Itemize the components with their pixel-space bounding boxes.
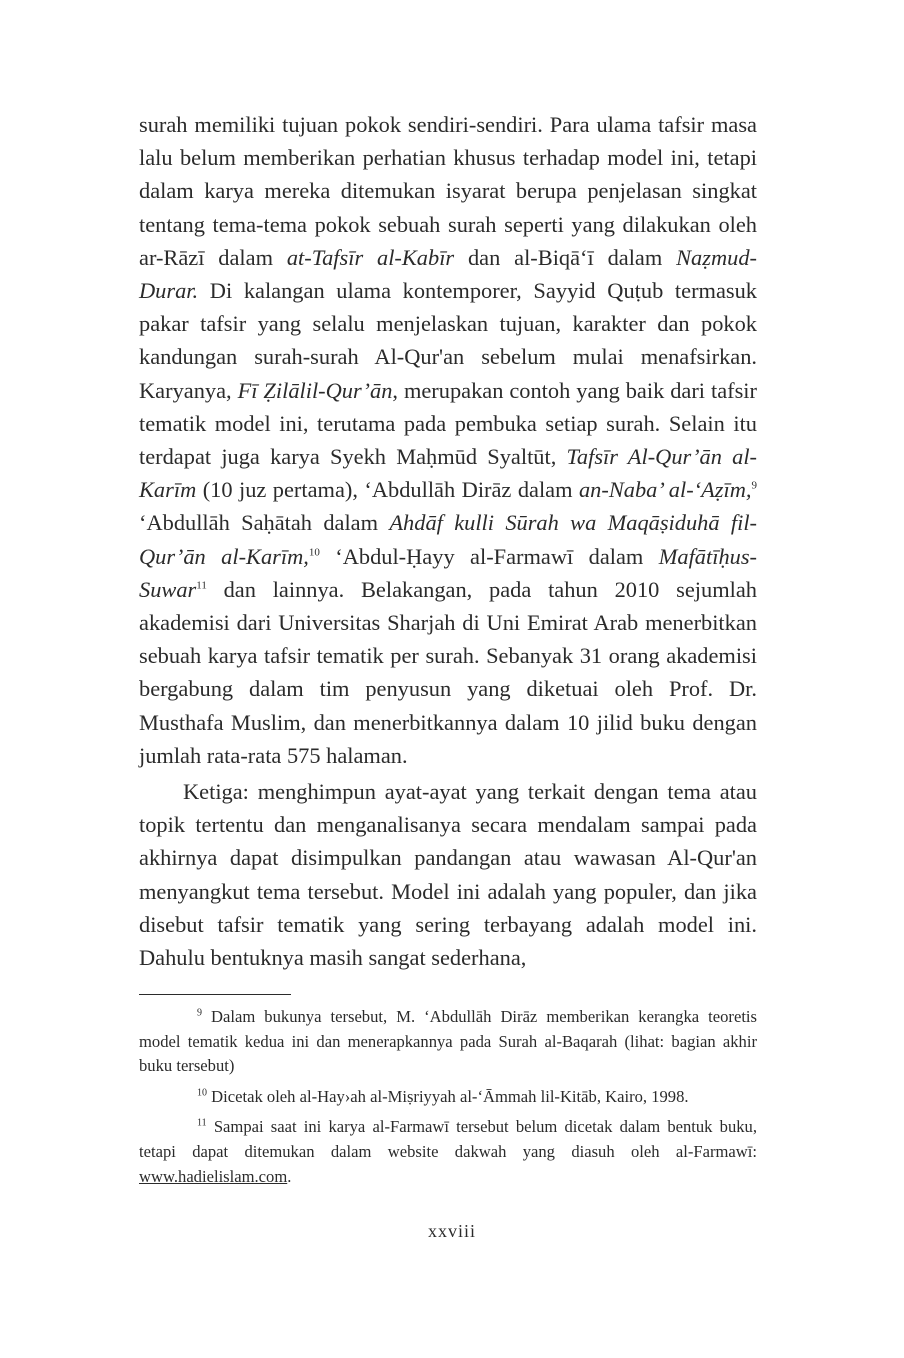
footnote-ref-9[interactable]: 9 bbox=[751, 479, 757, 492]
title-tafsir-al-quran-al-karim: Tafsīr Al-Qur’ān al-Karīm bbox=[139, 444, 757, 503]
paragraph-ketiga: Ketiga: menghimpun ayat-ayat yang terkait dengan tema atau topik tertentu dan menganalisanya secara mendalam sampai pada akhirnya dapat disimpulkan pandangan atau wawasan Al-Qur'an menyangkut tema tersebut. Model ini adalah yang populer, dan jika disebut tafsir tematik yang sering terbayang adalah model ini. Dahulu bentuknya masih sangat sederhana, bbox=[139, 779, 757, 971]
footnote-10: $^{10}$ Dicetak oleh al-Hay›ah al-Miṣriyyah al-‘Āmmah lil-Kitāb, Kairo, 1998. bbox=[197, 1086, 689, 1106]
footnote-9: $^9$ Dalam bukunya tersebut, M. ‘Abdullāh Dirāz memberikan kerangka teoretis model tematik kedua ini dan menerapkannya pada Surah al-Baqarah (lihat: bagian akhir buku tersebut) bbox=[139, 1007, 757, 1076]
footnote-number: 9 bbox=[197, 1007, 202, 1019]
footnote-ref-11[interactable]: 11 bbox=[196, 579, 207, 592]
footnote-divider bbox=[139, 994, 291, 995]
page-number: xxviii bbox=[427, 1221, 476, 1241]
title-at-tafsir-al-kabir: at-Tafsīr al-Kabīr bbox=[286, 244, 455, 270]
paragraph-surah-models: surah memiliki tujuan pokok sendiri-sendiri. Para ulama tafsir masa lalu belum memberikan perhatian khusus terhadap model ini, tetapi dalam karya mereka ditemukan isyarat berupa penjelasan singkat tentang tema-tema pokok sebuah surah seperti yang dilakukan oleh ar-Rāzī dalam at-Tafsīr al-Kabīr dan al-Biqā‘ī dalam Naẓmud-Durar. Di kalangan ulama kontemporer, Sayyid Quṭub termasuk pakar tafsir yang selalu menjelaskan tujuan, karakter dan pokok kandungan surah-surah Al-Qur'an sebelum mulai menafsirkan. Karyanya, Fī Ẓilālil-Qur’ān, merupakan contoh yang baik dari tafsir tematik model ini, terutama pada pembuka setiap surah. Selain itu terdapat juga karya Syekh Maḥmūd Syaltūt, Tafsīr Al-Qur’ān al-Karīm (10 juz pertama), ‘Abdullāh Dirāz dalam an-Naba’ al-‘Aẓīm,$^9$ ‘Abdullāh Saḥātah dalam Ahdāf kulli Sūrah wa Maqāṣiduhā fil-Qur’ān al-Karīm,$^{10}$ ‘Abdul-Ḥayy al-Farmawī dalam Mafātīḥus-Suwar$^{11}$ dan lainnya. Belakangan, pada tahun 2010 sejumlah akademisi dari Universitas Sharjah di Uni Emirat Arab menerbitkan sebuah karya tafsir tematik per surah. Sebanyak 31 orang akademisi bergabung dalam tim penyusun yang diketuai oleh Prof. Dr. Musthafa Muslim, dan menerbitkannya dalam 10 jilid buku dengan jumlah rata-rata 575 halaman. bbox=[139, 112, 758, 768]
website-link[interactable]: www.hadielislam.com bbox=[139, 1166, 288, 1186]
footnote-11: $^{11}$ Sampai saat ini karya al-Farmawī tersebut belum dicetak dalam bentuk buku, tetapi dapat ditemukan dalam website dakwah yang diasuh oleh al-Farmawī: www.hadielislam.com. bbox=[139, 1117, 757, 1186]
title-nazmud-durar: Naẓmud-Durar. bbox=[139, 244, 757, 304]
title-fi-zilalil-quran: Fī Ẓilālil-Qur’ān bbox=[237, 377, 393, 403]
title-ahdaf-kulli-surah: Ahdāf kulli Sūrah wa Maqāṣiduhā fil-Qur’ān al-Karīm, bbox=[139, 510, 758, 569]
body-text bbox=[139, 108, 757, 974]
footnotes bbox=[139, 1005, 757, 1189]
footnote-number: 10 bbox=[197, 1087, 207, 1099]
title-mafatihus-suwar: Mafātīḥus-Suwar bbox=[139, 543, 757, 602]
footnote-number: 11 bbox=[197, 1117, 207, 1129]
footnote-ref-10[interactable]: 10 bbox=[308, 546, 320, 559]
title-an-naba-al-azim: an-Naba’ al-‘Aẓīm, bbox=[578, 477, 752, 503]
